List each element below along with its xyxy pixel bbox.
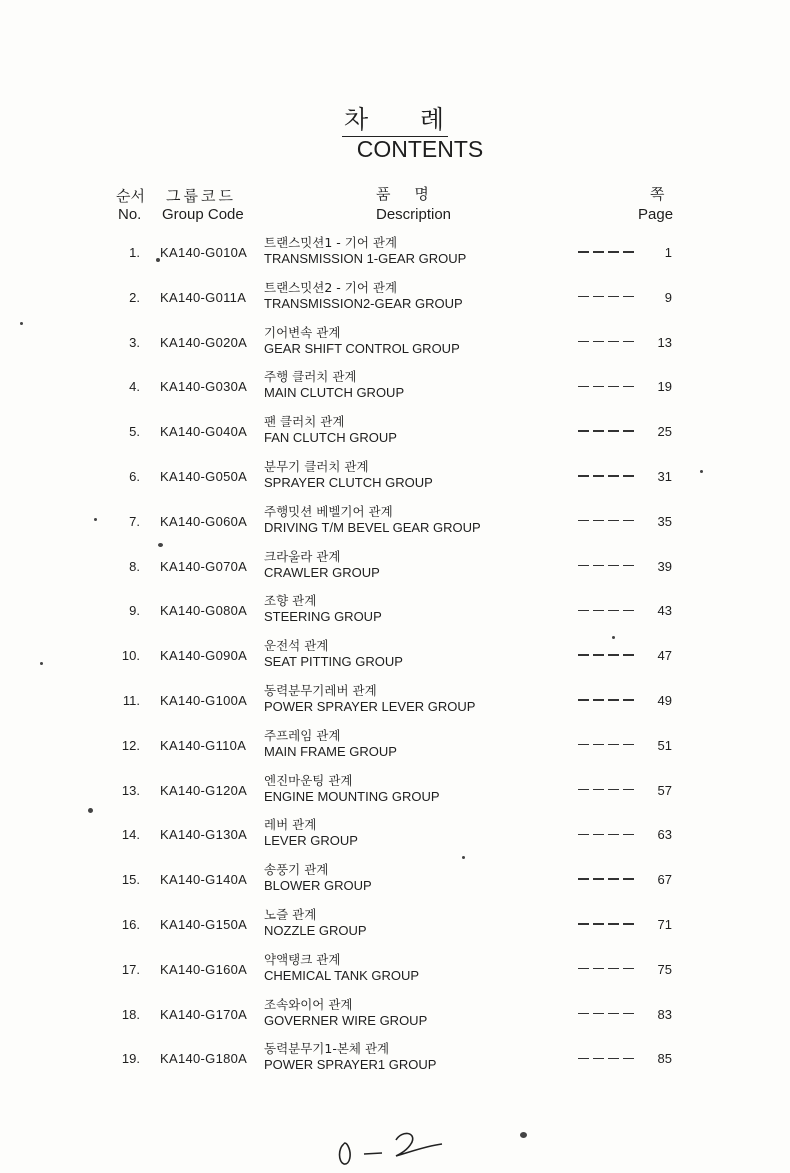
page-number: 43: [657, 603, 672, 619]
contents-row: [0, 233, 790, 277]
row-number: 1.: [129, 245, 140, 260]
page-number: 57: [657, 782, 672, 798]
title-korean-text: 차 례: [342, 100, 448, 137]
description-english: GEAR SHIFT CONTROL GROUP: [264, 340, 460, 356]
group-code: KA140-G030A: [160, 379, 248, 395]
description-english: CRAWLER GROUP: [264, 564, 380, 580]
ink-speck: [156, 258, 160, 262]
leader-dashes: [578, 514, 634, 528]
description-english: ENGINE MOUNTING GROUP: [264, 788, 440, 804]
group-code: KA140-G130A: [160, 827, 248, 843]
description-korean: 조향 관계: [264, 593, 317, 609]
leader-dashes: [578, 827, 634, 841]
description-korean: 조속와이어 관계: [264, 996, 353, 1012]
page-title-english: CONTENTS: [356, 136, 484, 162]
description-english: NOZZLE GROUP: [264, 923, 367, 938]
contents-row: [0, 726, 790, 770]
description-korean: 송풍기 관계: [264, 862, 329, 878]
row-number: 7.: [129, 513, 140, 529]
contents-row: [0, 323, 790, 367]
header-description-korean: 품 명: [376, 185, 429, 203]
contents-row: [0, 681, 790, 725]
contents-row: [0, 905, 790, 949]
page-title-korean: [0, 100, 790, 137]
header-code-english: Group Code: [162, 206, 244, 223]
description-english: POWER SPRAYER LEVER GROUP: [264, 699, 476, 714]
description-english: MAIN CLUTCH GROUP: [264, 385, 405, 401]
group-code: KA140-G020A: [160, 334, 248, 350]
page-number: 31: [657, 469, 672, 484]
contents-row: [0, 412, 790, 456]
leader-dashes: [578, 559, 634, 573]
description-english: MAIN FRAME GROUP: [264, 743, 397, 759]
description-korean: 팬 클러치 관계: [264, 414, 345, 430]
page-number: 83: [657, 1006, 672, 1022]
row-number: 12.: [121, 737, 140, 753]
row-number: 8.: [129, 558, 140, 574]
row-number: 6.: [129, 469, 140, 484]
description-korean: 트랜스밋션1 - 기어 관계: [264, 235, 398, 250]
leader-dashes: [578, 962, 634, 976]
description-korean: 동력분무기1-본체 관계: [264, 1041, 390, 1057]
leader-dashes: [578, 1051, 634, 1065]
group-code: KA140-G170A: [160, 1006, 248, 1022]
contents-row: [0, 815, 790, 859]
page-number: 19: [657, 379, 672, 395]
row-number: 15.: [121, 872, 140, 888]
description-english: TRANSMISSION2-GEAR GROUP: [264, 295, 463, 311]
ink-speck: [462, 856, 465, 859]
leader-dashes: [578, 872, 634, 886]
ink-speck: [700, 470, 703, 473]
ink-speck: [94, 518, 97, 521]
row-number: 18.: [121, 1006, 140, 1022]
ink-speck: [612, 636, 615, 639]
header-description-english: Description: [376, 206, 452, 223]
description-english: GOVERNER WIRE GROUP: [264, 1012, 428, 1028]
description-english: SEAT PITTING GROUP: [264, 654, 403, 670]
leader-dashes: [578, 783, 634, 797]
header-page-english: Page: [638, 206, 674, 223]
contents-row: [0, 547, 790, 591]
page-number: 63: [657, 827, 672, 843]
description-english: TRANSMISSION 1-GEAR GROUP: [264, 251, 467, 266]
page-number: 25: [657, 424, 672, 440]
contents-row: [0, 995, 790, 1039]
description-english: CHEMICAL TANK GROUP: [264, 967, 420, 983]
description-korean: 동력분무기레버 관계: [264, 683, 377, 698]
group-code: KA140-G090A: [160, 648, 248, 664]
contents-row: [0, 502, 790, 546]
ink-speck: [88, 808, 93, 813]
page-number: 67: [657, 872, 672, 888]
ink-speck: [158, 543, 163, 547]
description-korean: 주행 클러치 관계: [264, 369, 357, 385]
group-code: KA140-G160A: [160, 961, 248, 977]
page-number: 51: [657, 737, 672, 753]
page-number: 1: [664, 245, 672, 260]
row-number: 10.: [121, 648, 140, 664]
leader-dashes: [578, 738, 634, 752]
description-korean: 엔진마운팅 관계: [264, 772, 353, 788]
page-number: 75: [657, 961, 672, 977]
page-number: 39: [657, 558, 672, 574]
description-english: POWER SPRAYER1 GROUP: [264, 1057, 437, 1073]
group-code: KA140-G140A: [160, 872, 248, 888]
description-korean: 약액탱크 관계: [264, 951, 341, 967]
row-number: 11.: [122, 693, 140, 708]
group-code: KA140-G150A: [160, 917, 248, 932]
group-code: KA140-G180A: [160, 1051, 248, 1067]
row-number: 4.: [129, 379, 140, 395]
row-number: 17.: [121, 961, 140, 977]
leader-dashes: [578, 245, 634, 259]
contents-row: [0, 278, 790, 322]
group-code: KA140-G100A: [160, 693, 248, 708]
ink-speck: [20, 322, 23, 325]
ink-speck: [520, 1132, 527, 1138]
group-code: KA140-G040A: [160, 424, 248, 440]
page-number: 49: [657, 693, 672, 708]
row-number: 13.: [121, 782, 140, 798]
leader-dashes: [578, 603, 634, 617]
group-code: KA140-G110A: [160, 737, 247, 753]
contents-row: [0, 860, 790, 904]
group-code: KA140-G050A: [160, 469, 248, 484]
description-korean: 주프레임 관계: [264, 727, 341, 743]
leader-dashes: [578, 469, 634, 483]
page-number: 9: [664, 289, 672, 305]
row-number: 3.: [129, 334, 140, 350]
contents-row: [0, 771, 790, 815]
description-english: SPRAYER CLUTCH GROUP: [264, 475, 433, 490]
group-code: KA140-G120A: [160, 782, 248, 798]
description-korean: 크라울라 관계: [264, 548, 341, 564]
leader-dashes: [578, 335, 634, 349]
description-korean: 레버 관계: [264, 817, 317, 833]
description-english: STEERING GROUP: [264, 609, 382, 625]
group-code: KA140-G070A: [160, 558, 248, 574]
leader-dashes: [578, 648, 634, 662]
description-korean: 분무기 클러치 관계: [264, 459, 369, 474]
group-code: KA140-G060A: [160, 513, 248, 529]
handwritten-page-mark: [330, 1118, 460, 1168]
contents-row: [0, 367, 790, 411]
contents-row: [0, 591, 790, 635]
leader-dashes: [578, 290, 634, 304]
leader-dashes: [578, 424, 634, 438]
description-english: FAN CLUTCH GROUP: [264, 430, 397, 446]
contents-row: [0, 1039, 790, 1083]
contents-row: [0, 636, 790, 680]
description-korean: 트랜스밋션2 - 기어 관계: [264, 279, 398, 295]
page-number: 35: [657, 513, 672, 529]
row-number: 14.: [121, 827, 140, 843]
page-number: 13: [657, 334, 672, 350]
header-code-korean: 그룹코드: [166, 187, 236, 205]
row-number: 5.: [129, 424, 140, 440]
page-number: 47: [657, 648, 672, 664]
leader-dashes: [578, 379, 634, 393]
description-english: LEVER GROUP: [264, 833, 358, 849]
group-code: KA140-G080A: [160, 603, 248, 619]
group-code: KA140-G011A: [160, 289, 247, 305]
description-korean: 주행밋션 베벨기어 관계: [264, 503, 393, 519]
leader-dashes: [578, 917, 634, 931]
contents-row: [0, 950, 790, 994]
group-code: KA140-G010A: [160, 245, 248, 260]
header-page-korean: 쪽: [650, 185, 665, 203]
description-korean: 노즐 관계: [264, 907, 317, 922]
leader-dashes: [578, 1007, 634, 1021]
row-number: 19.: [121, 1051, 140, 1067]
description-korean: 운전석 관계: [264, 638, 329, 654]
row-number: 16.: [121, 917, 140, 932]
ink-speck: [40, 662, 43, 665]
contents-row: [0, 457, 790, 501]
description-korean: 기어변속 관계: [264, 324, 341, 340]
row-number: 2.: [129, 289, 140, 305]
page-number: 85: [657, 1051, 672, 1067]
leader-dashes: [578, 693, 634, 707]
description-english: BLOWER GROUP: [264, 878, 372, 894]
header-no-english: No.: [118, 206, 142, 223]
description-english: DRIVING T/M BEVEL GEAR GROUP: [264, 519, 481, 535]
page-number: 71: [657, 917, 672, 932]
row-number: 9.: [129, 603, 140, 619]
header-no-korean: 순서: [116, 187, 145, 205]
